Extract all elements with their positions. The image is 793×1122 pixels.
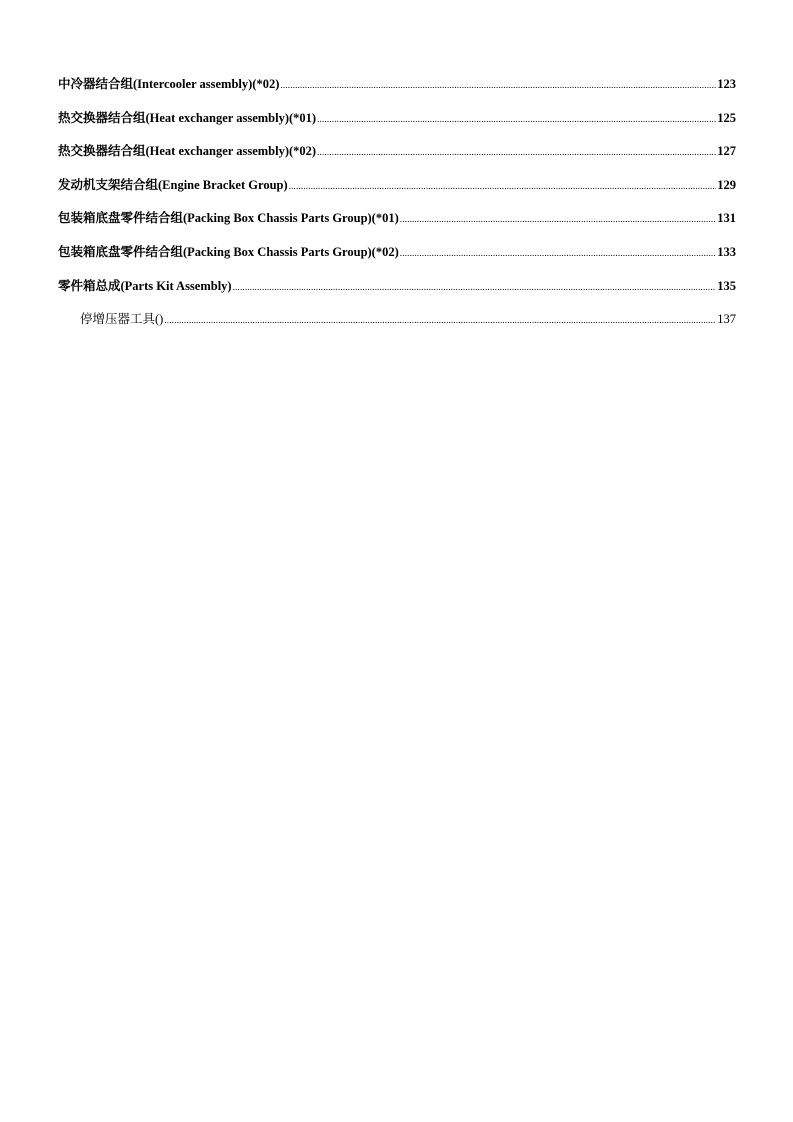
toc-entry-page: 125 — [717, 110, 736, 125]
toc-entry[interactable] — [58, 242, 736, 276]
toc-entry-title: 包装箱底盘零件结合组(Packing Box Chassis Parts Group)(*01) — [58, 211, 399, 226]
toc-entry[interactable] — [58, 208, 736, 242]
toc-subentry[interactable] — [58, 309, 736, 331]
toc-leader-dots — [280, 80, 716, 90]
toc-entry-title: 停增压器工具() — [80, 312, 164, 327]
toc-entry-page: 135 — [717, 278, 736, 293]
toc-leader-dots — [317, 114, 716, 124]
toc-entry[interactable] — [58, 141, 736, 175]
toc-entry-page: 127 — [717, 144, 736, 159]
toc-entry-page: 133 — [717, 244, 736, 259]
toc-entry-page: 123 — [717, 77, 736, 91]
toc-entry-title: 包装箱底盘零件结合组(Packing Box Chassis Parts Group)(*02) — [58, 244, 399, 259]
toc-entry-title: 发动机支架结合组(Engine Bracket Group) — [58, 177, 288, 192]
toc-leader-dots — [317, 147, 716, 157]
table-of-contents — [58, 74, 736, 331]
toc-entry-page: 129 — [717, 177, 736, 192]
toc-entry[interactable] — [58, 108, 736, 142]
toc-leader-dots — [233, 282, 717, 292]
toc-leader-dots — [164, 315, 716, 325]
toc-entry-page: 137 — [717, 312, 736, 327]
toc-entry[interactable] — [58, 276, 736, 310]
toc-leader-dots — [400, 248, 716, 258]
toc-entry[interactable] — [58, 175, 736, 209]
toc-leader-dots — [289, 181, 717, 191]
toc-entry-page: 131 — [717, 211, 736, 226]
toc-entry-title: 零件箱总成(Parts Kit Assembly) — [58, 278, 232, 293]
toc-entry-title: 热交换器结合组(Heat exchanger assembly)(*02) — [58, 144, 317, 159]
toc-entry-title: 热交换器结合组(Heat exchanger assembly)(*01) — [58, 110, 317, 125]
toc-entry-title: 中冷器结合组(Intercooler assembly)(*02) — [58, 77, 280, 91]
toc-entry[interactable] — [58, 74, 736, 108]
toc-leader-dots — [400, 214, 716, 224]
